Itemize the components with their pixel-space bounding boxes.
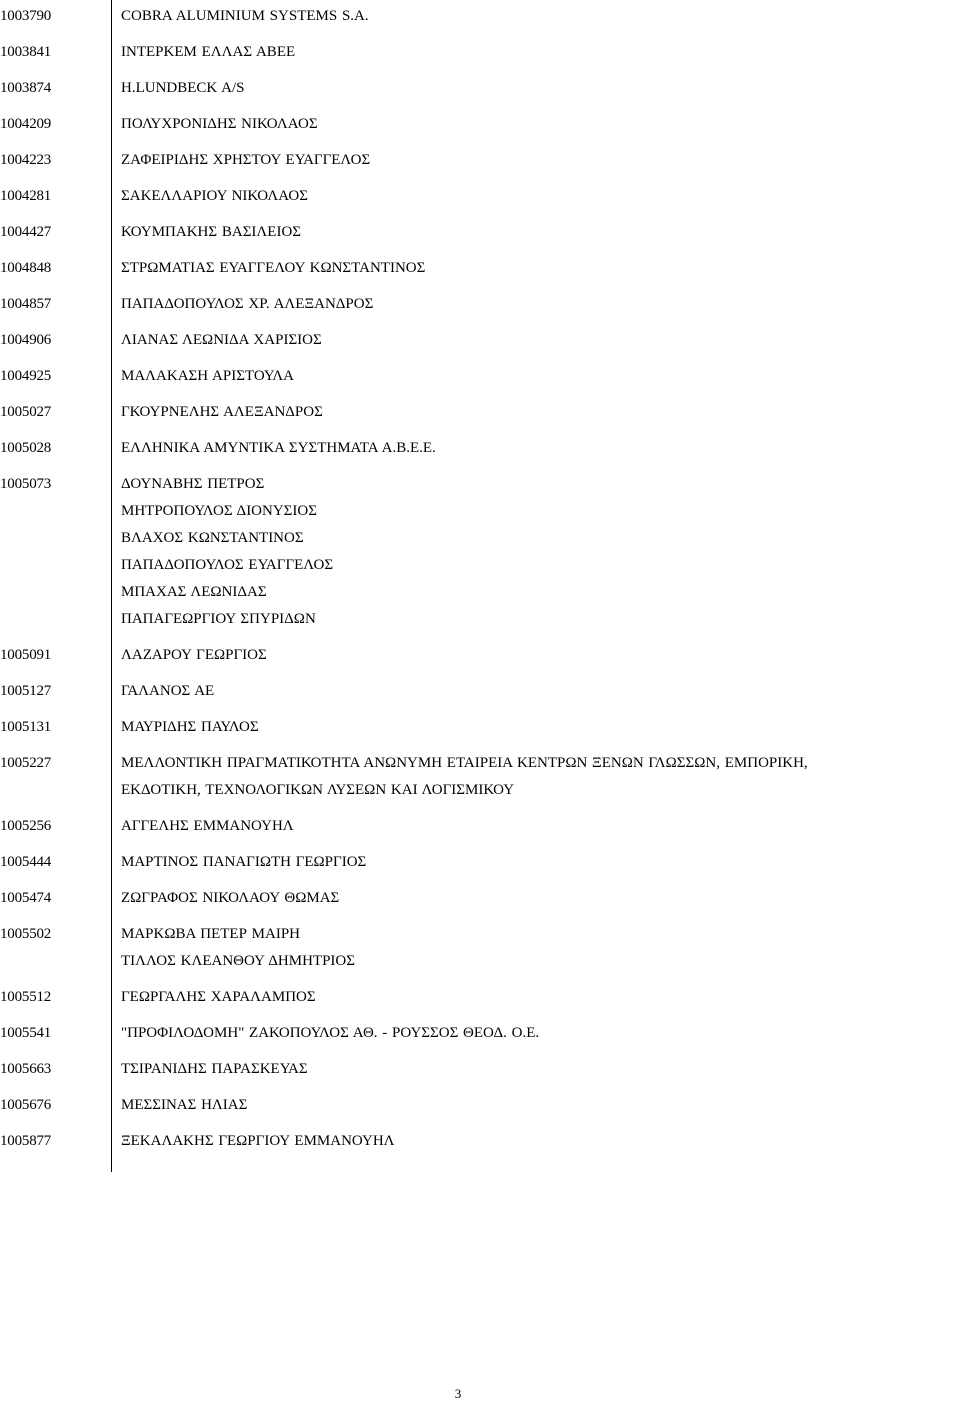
entry-names <box>121 5 960 27</box>
registry-table <box>0 5 960 1166</box>
entry-name: ΛΙΑΝΑΣ ΛΕΩΝΙΔΑ ΧΑΡΙΣΙΟΣ <box>121 332 322 348</box>
entry-names <box>121 716 960 738</box>
entry-names <box>121 923 960 972</box>
entry-names <box>121 473 960 630</box>
entry-name: ΣΑΚΕΛΛΑΡΙΟΥ ΝΙΚΟΛΑΟΣ <box>121 188 308 204</box>
entry-code: 1004427 <box>0 224 52 240</box>
entry-code: 1005073 <box>0 476 52 492</box>
table-row <box>0 257 960 279</box>
entry-names <box>121 1058 960 1080</box>
entry-name: COBRA ALUMINIUM SYSTEMS S.A. <box>121 8 369 24</box>
entry-name: ΙΝΤΕΡΚΕΜ ΕΛΛΑΣ ΑΒΕΕ <box>121 44 296 60</box>
entry-name: ΑΓΓΕΛΗΣ ΕΜΜΑΝΟΥΗΛ <box>121 818 294 834</box>
entry-code: 1005256 <box>0 818 52 834</box>
table-row <box>0 851 960 873</box>
table-row <box>0 1130 960 1152</box>
table-row <box>0 149 960 171</box>
entry-name: H.LUNDBECK A/S <box>121 80 245 96</box>
entry-name: ΕΚΔΟΤΙΚΗ, ΤΕΧΝΟΛΟΓΙΚΩΝ ΛΥΣΕΩΝ ΚΑΙ ΛΟΓΙΣΜΙΚΟΥ <box>121 782 515 798</box>
entry-names <box>121 986 960 1008</box>
entry-name: ΜΑΡΤΙΝΟΣ ΠΑΝΑΓΙΩΤΗ ΓΕΩΡΓΙΟΣ <box>121 854 367 870</box>
entry-name: ΚΟΥΜΠΑΚΗΣ ΒΑΣΙΛΕΙΟΣ <box>121 224 302 240</box>
table-row <box>0 437 960 459</box>
entry-code: 1005091 <box>0 647 52 663</box>
entry-code: 1004281 <box>0 188 52 204</box>
table-row <box>0 365 960 387</box>
entry-names <box>121 401 960 423</box>
entry-code: 1004223 <box>0 152 52 168</box>
entry-names <box>121 41 960 63</box>
table-row <box>0 473 960 630</box>
entry-names <box>121 293 960 315</box>
entry-code: 1005227 <box>0 755 52 771</box>
entry-code: 1005444 <box>0 854 52 870</box>
entry-name: ΖΑΦΕΙΡΙΔΗΣ ΧΡΗΣΤΟΥ ΕΥΑΓΓΕΛΟΣ <box>121 152 371 168</box>
table-row <box>0 815 960 837</box>
entry-names <box>121 329 960 351</box>
table-row <box>0 716 960 738</box>
entry-name: ΜΠΑΧΑΣ ΛΕΩΝΙΔΑΣ <box>121 584 267 600</box>
entry-names <box>121 149 960 171</box>
entry-code: 1005028 <box>0 440 52 456</box>
table-row <box>0 1022 960 1044</box>
entry-name: ΓΚΟΥΡΝΕΛΗΣ ΑΛΕΞΑΝΔΡΟΣ <box>121 404 323 420</box>
entry-code: 1004906 <box>0 332 52 348</box>
entry-code: 1003841 <box>0 44 52 60</box>
entry-name: "ΠΡΟΦΙΛΟΔΟΜΗ" ΖΑΚΟΠΟΥΛΟΣ ΑΘ. - ΡΟΥΣΣΟΣ ΘΕΟΔ. Ο.Ε. <box>121 1025 540 1041</box>
entry-code: 1005877 <box>0 1133 52 1149</box>
table-row <box>0 77 960 99</box>
entry-names <box>121 77 960 99</box>
table-row <box>0 923 960 972</box>
entry-names <box>121 887 960 909</box>
entry-names <box>121 1130 960 1152</box>
table-row <box>0 401 960 423</box>
entry-names <box>121 257 960 279</box>
entry-name: ΠΑΠΑΔΟΠΟΥΛΟΣ ΧΡ. ΑΛΕΞΑΝΔΡΟΣ <box>121 296 374 312</box>
entry-code: 1003790 <box>0 8 52 24</box>
entry-code: 1005512 <box>0 989 52 1005</box>
entry-name: ΠΟΛΥΧΡΟΝΙΔΗΣ ΝΙΚΟΛΑΟΣ <box>121 116 318 132</box>
entry-code: 1004209 <box>0 116 52 132</box>
entry-code: 1004925 <box>0 368 52 384</box>
entry-name: ΓΑΛΑΝΟΣ ΑΕ <box>121 683 215 699</box>
table-row <box>0 329 960 351</box>
entry-names <box>121 815 960 837</box>
entry-code: 1004848 <box>0 260 52 276</box>
entry-names <box>121 644 960 666</box>
table-row <box>0 221 960 243</box>
entry-name: ΓΕΩΡΓΑΛΗΣ ΧΑΡΑΛΑΜΠΟΣ <box>121 989 316 1005</box>
entry-names <box>121 185 960 207</box>
entry-name: ΜΕΛΛΟΝΤΙΚΗ ΠΡΑΓΜΑΤΙΚΟΤΗΤΑ ΑΝΩΝΥΜΗ ΕΤΑΙΡΕΙΑ ΚΕΝΤΡΩΝ ΞΕΝΩΝ ΓΛΩΣΣΩΝ, ΕΜΠΟΡΙΚΗ, <box>121 755 808 771</box>
entry-name: ΜΕΣΣΙΝΑΣ ΗΛΙΑΣ <box>121 1097 248 1113</box>
entry-names <box>121 1094 960 1116</box>
table-row <box>0 1058 960 1080</box>
table-row <box>0 986 960 1008</box>
entry-code: 1003874 <box>0 80 52 96</box>
table-row <box>0 1094 960 1116</box>
entry-code: 1005474 <box>0 890 52 906</box>
entry-names <box>121 680 960 702</box>
entry-name: ΔΟΥΝΑΒΗΣ ΠΕΤΡΟΣ <box>121 476 265 492</box>
entry-name: ΛΑΖΑΡΟΥ ΓΕΩΡΓΙΟΣ <box>121 647 267 663</box>
entry-name: ΤΣΙΡΑΝΙΔΗΣ ΠΑΡΑΣΚΕΥΑΣ <box>121 1061 308 1077</box>
table-row <box>0 293 960 315</box>
entry-code: 1005676 <box>0 1097 52 1113</box>
entry-names <box>121 851 960 873</box>
entry-name: ΖΩΓΡΑΦΟΣ ΝΙΚΟΛΑΟΥ ΘΩΜΑΣ <box>121 890 340 906</box>
entry-code: 1005541 <box>0 1025 52 1041</box>
table-row <box>0 41 960 63</box>
entry-code: 1005502 <box>0 926 52 942</box>
entry-name: ΞΕΚΑΛΑΚΗΣ ΓΕΩΡΓΙΟΥ ΕΜΜΑΝΟΥΗΛ <box>121 1133 395 1149</box>
entry-name: ΤΙΛΛΟΣ ΚΛΕΑΝΘΟΥ ΔΗΜΗΤΡΙΟΣ <box>121 953 355 969</box>
table-row <box>0 887 960 909</box>
entry-name: ΜΗΤΡΟΠΟΥΛΟΣ ΔΙΟΝΥΣΙΟΣ <box>121 503 317 519</box>
table-row <box>0 185 960 207</box>
entry-code: 1005127 <box>0 683 52 699</box>
entry-name: ΠΑΠΑΔΟΠΟΥΛΟΣ ΕΥΑΓΓΕΛΟΣ <box>121 557 334 573</box>
table-row <box>0 680 960 702</box>
entry-name: ΕΛΛΗΝΙΚΑ ΑΜΥΝΤΙΚΑ ΣΥΣΤΗΜΑΤΑ Α.Β.Ε.Ε. <box>121 440 436 456</box>
entry-name: ΣΤΡΩΜΑΤΙΑΣ ΕΥΑΓΓΕΛΟΥ ΚΩΝΣΤΑΝΤΙΝΟΣ <box>121 260 426 276</box>
entry-names <box>121 113 960 135</box>
entry-names <box>121 437 960 459</box>
table-row <box>0 5 960 27</box>
table-row <box>0 644 960 666</box>
entry-code: 1005027 <box>0 404 52 420</box>
table-row <box>0 752 960 801</box>
entry-names <box>121 365 960 387</box>
entry-code: 1005663 <box>0 1061 52 1077</box>
entry-code: 1005131 <box>0 719 52 735</box>
entry-code: 1004857 <box>0 296 52 312</box>
entry-names <box>121 1022 960 1044</box>
entry-name: ΜΑΥΡΙΔΗΣ ΠΑΥΛΟΣ <box>121 719 259 735</box>
entry-name: ΠΑΠΑΓΕΩΡΓΙΟΥ ΣΠΥΡΙΔΩΝ <box>121 611 316 627</box>
entry-name: ΜΑΡΚΩΒΑ ΠΕΤΕΡ ΜΑΙΡΗ <box>121 926 301 942</box>
table-row <box>0 113 960 135</box>
entry-name: ΒΛΑΧΟΣ ΚΩΝΣΤΑΝΤΙΝΟΣ <box>121 530 304 546</box>
entry-names <box>121 752 960 801</box>
entry-names <box>121 221 960 243</box>
entry-name: ΜΑΛΑΚΑΣΗ ΑΡΙΣΤΟΥΛΑ <box>121 368 294 384</box>
page-number: 3 <box>454 1386 462 1401</box>
